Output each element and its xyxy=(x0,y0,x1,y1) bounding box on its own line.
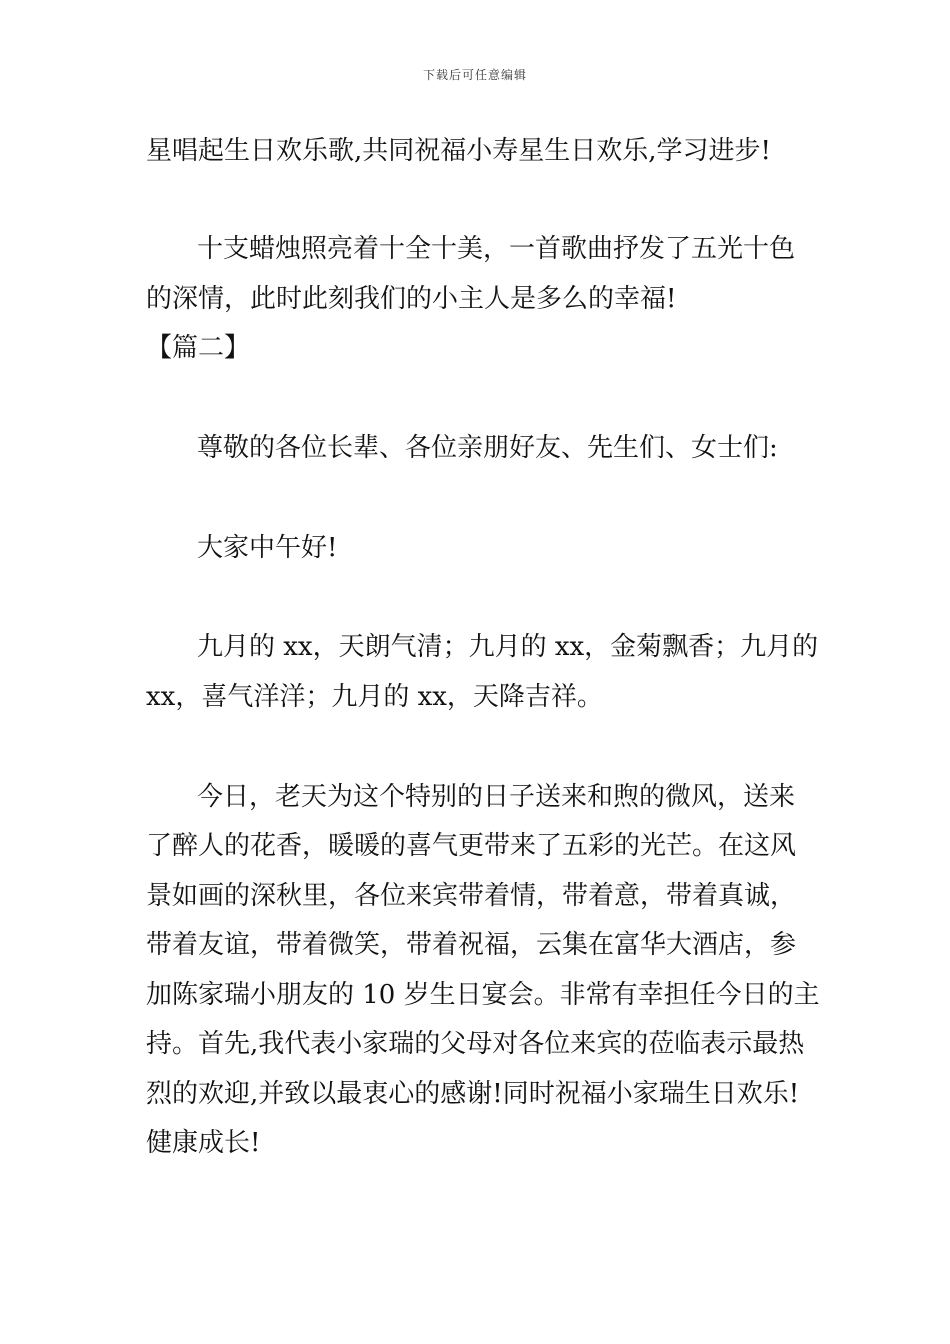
paragraph-line: 十支蜡烛照亮着十全十美，一首歌曲抒发了五光十色 xyxy=(197,234,796,264)
paragraph-line: 尊敬的各位长辈、各位亲朋好友、先生们、女士们: xyxy=(197,433,778,463)
paragraph-line: 健康成长! xyxy=(146,1128,261,1158)
paragraph-line: 持。首先,我代表小家瑞的父母对各位来宾的莅临表示最热 xyxy=(146,1029,805,1059)
section-heading: 【篇二】 xyxy=(146,333,251,363)
paragraph-line: 九月的 xx，天朗气清；九月的 xx，金菊飘香；九月的 xyxy=(197,632,819,662)
paragraph-line: 了醉人的花香，暖暖的喜气更带来了五彩的光芒。在这风 xyxy=(146,831,797,861)
paragraph-line: 带着友谊，带着微笑，带着祝福，云集在富华大酒店，参 xyxy=(146,930,797,960)
paragraph-line: xx，喜气洋洋；九月的 xx，天降吉祥。 xyxy=(146,682,603,712)
paragraph-line: 加陈家瑞小朋友的 10 岁生日宴会。非常有幸担任今日的主 xyxy=(146,980,820,1010)
paragraph-line: 星唱起生日欢乐歌,共同祝福小寿星生日欢乐,学习进步! xyxy=(146,136,771,166)
paragraph-line: 今日，老天为这个特别的日子送来和煦的微风，送来 xyxy=(197,782,796,812)
paragraph-line: 大家中午好! xyxy=(197,533,338,563)
paragraph-line: 烈的欢迎,并致以最衷心的感谢!同时祝福小家瑞生日欢乐! xyxy=(146,1079,800,1109)
paragraph-line: 景如画的深秋里，各位来宾带着情，带着意，带着真诚， xyxy=(146,881,797,911)
paragraph-line: 的深情，此时此刻我们的小主人是多么的幸福! xyxy=(146,284,677,314)
page-header: 下载后可任意编辑 xyxy=(422,68,527,82)
